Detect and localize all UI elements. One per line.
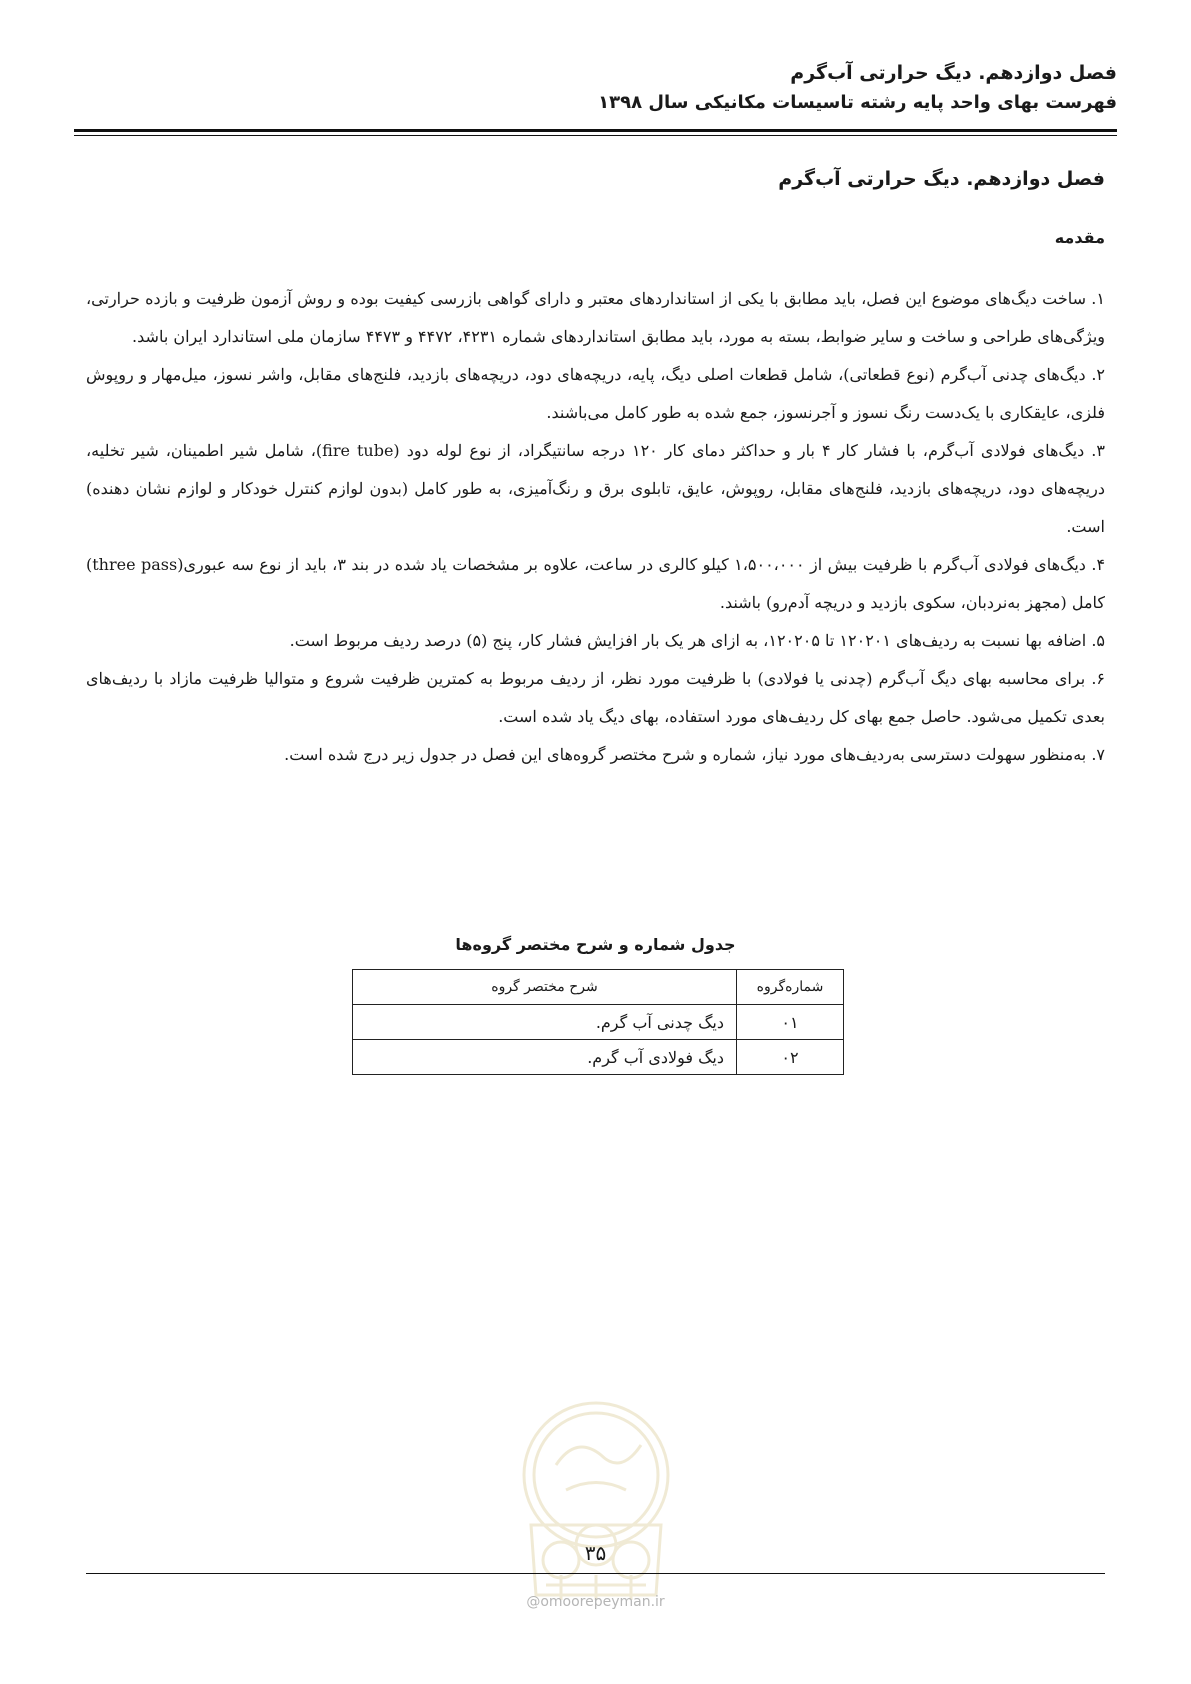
group-number: ۰۱	[737, 1005, 844, 1040]
footer-rule	[86, 1573, 1105, 1574]
table-row	[353, 1005, 844, 1040]
paragraph-3-part-a: ۳. دیگ‌های فولادی آب‌گرم، با فشار کار ۴ بار و حداکثر دمای کار ۱۲۰ درجه سانتیگراد، از نوع لوله دود (	[393, 441, 1105, 460]
paragraph-4	[86, 546, 1105, 622]
table-row	[353, 1040, 844, 1075]
chapter-title: فصل دوازدهم. دیگ حرارتی آب‌گرم	[778, 168, 1105, 190]
seal-outline	[524, 1403, 668, 1600]
paragraph-4-part-a: ۴. دیگ‌های فولادی آب‌گرم با ظرفیت بیش از ۱،۵۰۰،۰۰۰ کیلو کالری در ساعت، علاوه بر مشخصات یاد شده در بند ۳، باید از نوع سه عبوری(	[177, 555, 1106, 574]
page-number: ۳۵	[584, 1541, 607, 1565]
groups-table	[352, 969, 844, 1075]
paragraph-4-latin-term: three pass	[92, 555, 178, 574]
publisher-seal-watermark	[506, 1395, 686, 1625]
group-description: دیگ چدنی آب گرم.	[353, 1005, 737, 1040]
group-description: دیگ فولادی آب گرم.	[353, 1040, 737, 1075]
paragraph-6: ۶. برای محاسبه بهای دیگ آب‌گرم (چدنی یا فولادی) با ظرفیت مورد نظر، از ردیف مربوط به کمترین ظرفیت شروع و متوالیا ظرفیت مازاد با ردیف‌های بعدی تکمیل می‌شود. حاصل جمع بهای کل ردیف‌های مورد استفاده، بهای دیگ یاد شده است.	[86, 669, 1105, 726]
table-header-row	[353, 970, 844, 1005]
paragraph-2: ۲. دیگ‌های چدنی آب‌گرم (نوع قطعاتی)، شامل قطعات اصلی دیگ، پایه، دریچه‌های دود، دریچه‌های بازدید، فلنج‌های مقابل، واشر نسوز، میل‌مهار و روپوش فلزی، عایقکاری با یک‌دست رنگ نسوز و آجرنسوز، جمع شده به طور کامل می‌باشند.	[86, 365, 1106, 422]
column-header-description: شرح مختصر گروه	[353, 970, 737, 1005]
paragraph-7: ۷. به‌منظور سهولت دسترسی به‌ردیف‌های مورد نیاز، شماره و شرح مختصر گروه‌های این فصل در جدول زیر درج شده است.	[284, 745, 1105, 764]
group-number: ۰۲	[737, 1040, 844, 1075]
header-book-title: فهرست بهای واحد پایه رشته تاسیسات مکانیکی سال ۱۳۹۸	[598, 92, 1117, 113]
paragraph-3-latin-term: fire tube	[322, 441, 394, 460]
header-rule-thin	[74, 135, 1117, 136]
paragraph-5: ۵. اضافه بها نسبت به ردیف‌های ۱۲۰۲۰۱ تا ۱۲۰۲۰۵، به ازای هر یک بار افزایش فشار کار، پنج (۵) درصد ردیف مربوط است.	[289, 631, 1105, 650]
footer-website: @omoorepeyman.ir	[526, 1594, 665, 1610]
paragraph-4-part-b: ) کامل (مجهز به‌نردبان، سکوی بازدید و دریچه آدم‌رو) باشند.	[86, 555, 1105, 612]
page-header	[74, 58, 1117, 118]
paragraph-3	[86, 432, 1105, 546]
header-chapter-title: فصل دوازدهم. دیگ حرارتی آب‌گرم	[790, 62, 1117, 84]
paragraph-3-part-b: )، شامل شیر اطمینان، شیر تخلیه، دریچه‌های دود، دریچه‌های بازدید، فلنج‌های مقابل، روپوش، عایق، تابلوی برق و رنگ‌آمیزی، به طور کامل (بدون لوازم کنترل خودکار و لوازم نشان دهنده) است.	[86, 441, 1105, 536]
intro-body	[86, 280, 1105, 774]
header-rule-thick	[74, 129, 1117, 132]
table-title: جدول شماره و شرح مختصر گروه‌ها	[455, 935, 736, 954]
column-header-number: شماره‌گروه	[737, 970, 844, 1005]
paragraph-1: ۱. ساخت دیگ‌های موضوع این فصل، باید مطابق با یکی از استانداردهای معتبر و دارای گواهی بازرسی کیفیت بوده و روش آزمون ظرفیت و بازده حرارتی، ویژگی‌های طراحی و ساخت و سایر ضوابط، بسته به مورد، باید مطابق استانداردهای شماره ۴۲۳۱، ۴۴۷۲ و ۴۴۷۳ سازمان ملی استاندارد ایران باشد.	[86, 289, 1105, 346]
intro-heading: مقدمه	[1054, 228, 1105, 247]
